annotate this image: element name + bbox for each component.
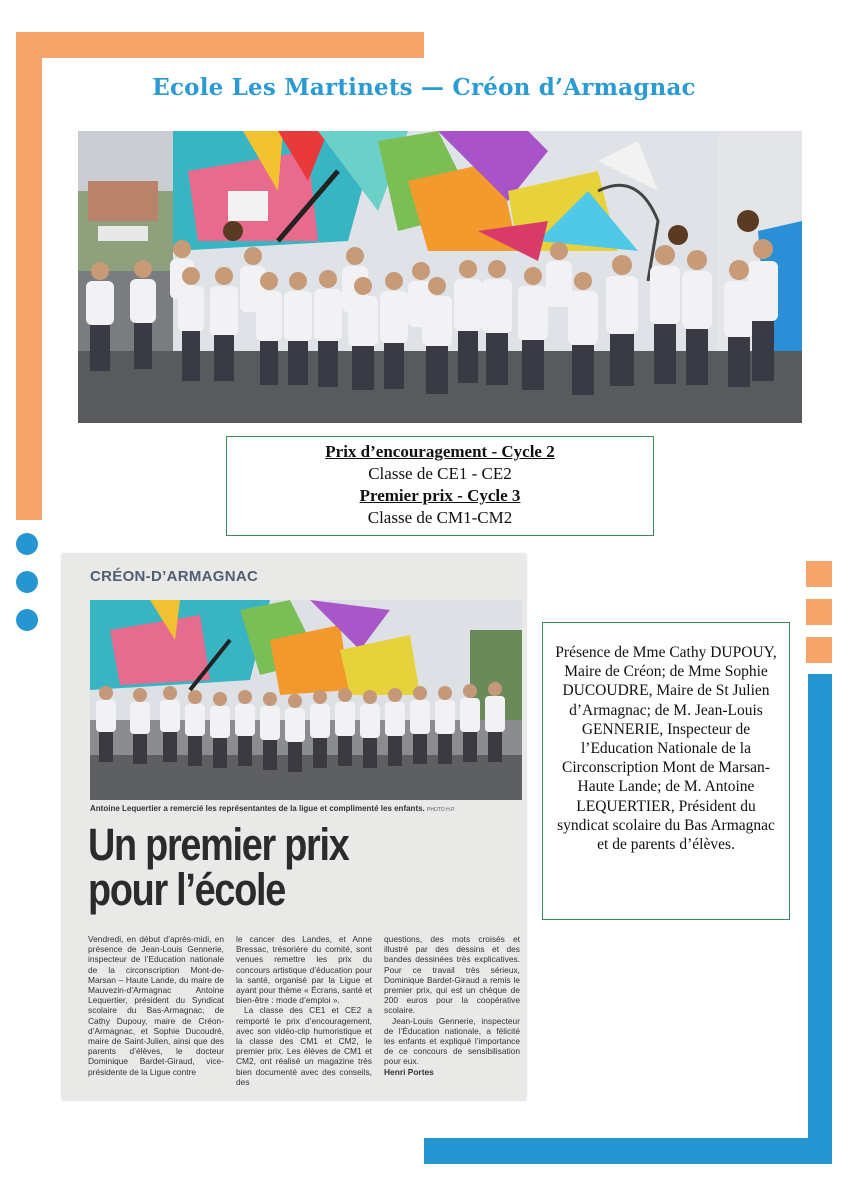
article-paragraph: Jean-Louis Gennerie, inspecteur de l’Éducation nationale, a félicité les enfants et expliqué l’importance de ce concours de sensibilisation pour eux.: [384, 1015, 520, 1067]
award-caption-box: [226, 436, 654, 536]
headline-line-1: Un premier prix: [88, 819, 349, 870]
blue-frame-bottom-bar: [424, 1138, 832, 1164]
article-paragraph: questions, des mots croisés et illustré par des dessins et des bandes dessinées très explicatives. Pour ce travail très sérieux, Dominique Bardet-Giraud a remis le premier prix, qui est un chèque de 200 euros pour la coopérative scolaire.: [384, 934, 520, 1016]
blue-dot-decoration: [16, 609, 38, 631]
award-heading-cycle-3: Premier prix - Cycle 3: [359, 486, 521, 505]
clipping-photo-caption: [90, 804, 522, 813]
article-column-1: [88, 934, 224, 1077]
award-class-cycle-3: Classe de CM1-CM2: [367, 508, 513, 527]
article-signature: Henri Portes: [384, 1066, 434, 1077]
blue-frame-right-bar: [808, 674, 832, 1164]
clipping-photo: [90, 600, 522, 800]
article-paragraph: La classe des CE1 et CE2 a remporté le prix d’encouragement, avec son vidéo-clip humoristique et la classe des CM1 et CM2, le premier prix. Les élèves de CM1 et CM2, ont réalisé un magazine très bien documenté avec des conseils, des: [236, 1005, 372, 1087]
clipping-headline: [88, 819, 349, 915]
newspaper-clipping: [62, 554, 526, 1100]
article-column-3: [384, 934, 520, 1077]
attendees-info-box: [542, 622, 790, 920]
orange-frame-left-bar: [16, 32, 42, 520]
orange-square-decoration: [806, 599, 832, 625]
article-column-2: [236, 934, 372, 1087]
headline-line-2: pour l’école: [88, 864, 286, 915]
class-group-photo: [78, 131, 802, 423]
blue-dot-decoration: [16, 533, 38, 555]
orange-square-decoration: [806, 561, 832, 587]
article-paragraph: le cancer des Landes, et Anne Bressac, trésorière du comité, sont venues remettre les prix du concours artistique d’éducation pour la santé, organisé par la Ligue et ayant pour thème « Écrans, santé et bien-être : mode d’emploi ».: [236, 934, 372, 1006]
page-title: Ecole Les Martinets — Créon d’Armagnac: [152, 74, 696, 101]
orange-square-decoration: [806, 637, 832, 663]
award-heading-cycle-2: Prix d’encouragement - Cycle 2: [325, 442, 555, 461]
clipping-section-label: CRÉON-D’ARMAGNAC: [90, 568, 259, 585]
blue-dot-decoration: [16, 571, 38, 593]
award-class-cycle-2: Classe de CE1 - CE2: [368, 464, 512, 483]
clipping-caption-text: Antoine Lequertier a remercié les représentantes de la ligue et complimenté les enfants.: [90, 804, 425, 813]
clipping-photo-credit: PHOTO H.P.: [427, 807, 456, 813]
orange-frame-top-bar: [16, 32, 424, 58]
attendees-text: Présence de Mme Cathy DUPOUY, Maire de Créon; de Mme Sophie DUCOUDRE, Maire de St Julien d’Armagnac; de M. Jean-Louis GENNERIE, Inspecteur de l’Education Nationale de la Circonscription Mont de Marsan-Haute Lande; de M. Antoine LEQUERTIER, Président du syndicat scolaire du Bas Armagnac et de parents d’élèves.: [555, 644, 777, 854]
article-paragraph: Vendredi, en début d’après-midi, en présence de Jean-Louis Gennerie, inspecteur de l’Education nationale de la circonscription Mont-de-Marsan – Haute Lande, du maire de Mauvezin-d’Armagnac Antoine Lequertier, président du Syndicat scolaire du Bas-Armagnac, de Cathy Dupouy, maire de Créon-d’Armagnac, et Sophie Ducoudré, maire de Saint-Julien, ainsi que des parents d’élèves, le docteur Dominique Bardet-Giraud, vice-présidente de la Ligue contre: [88, 934, 224, 1077]
